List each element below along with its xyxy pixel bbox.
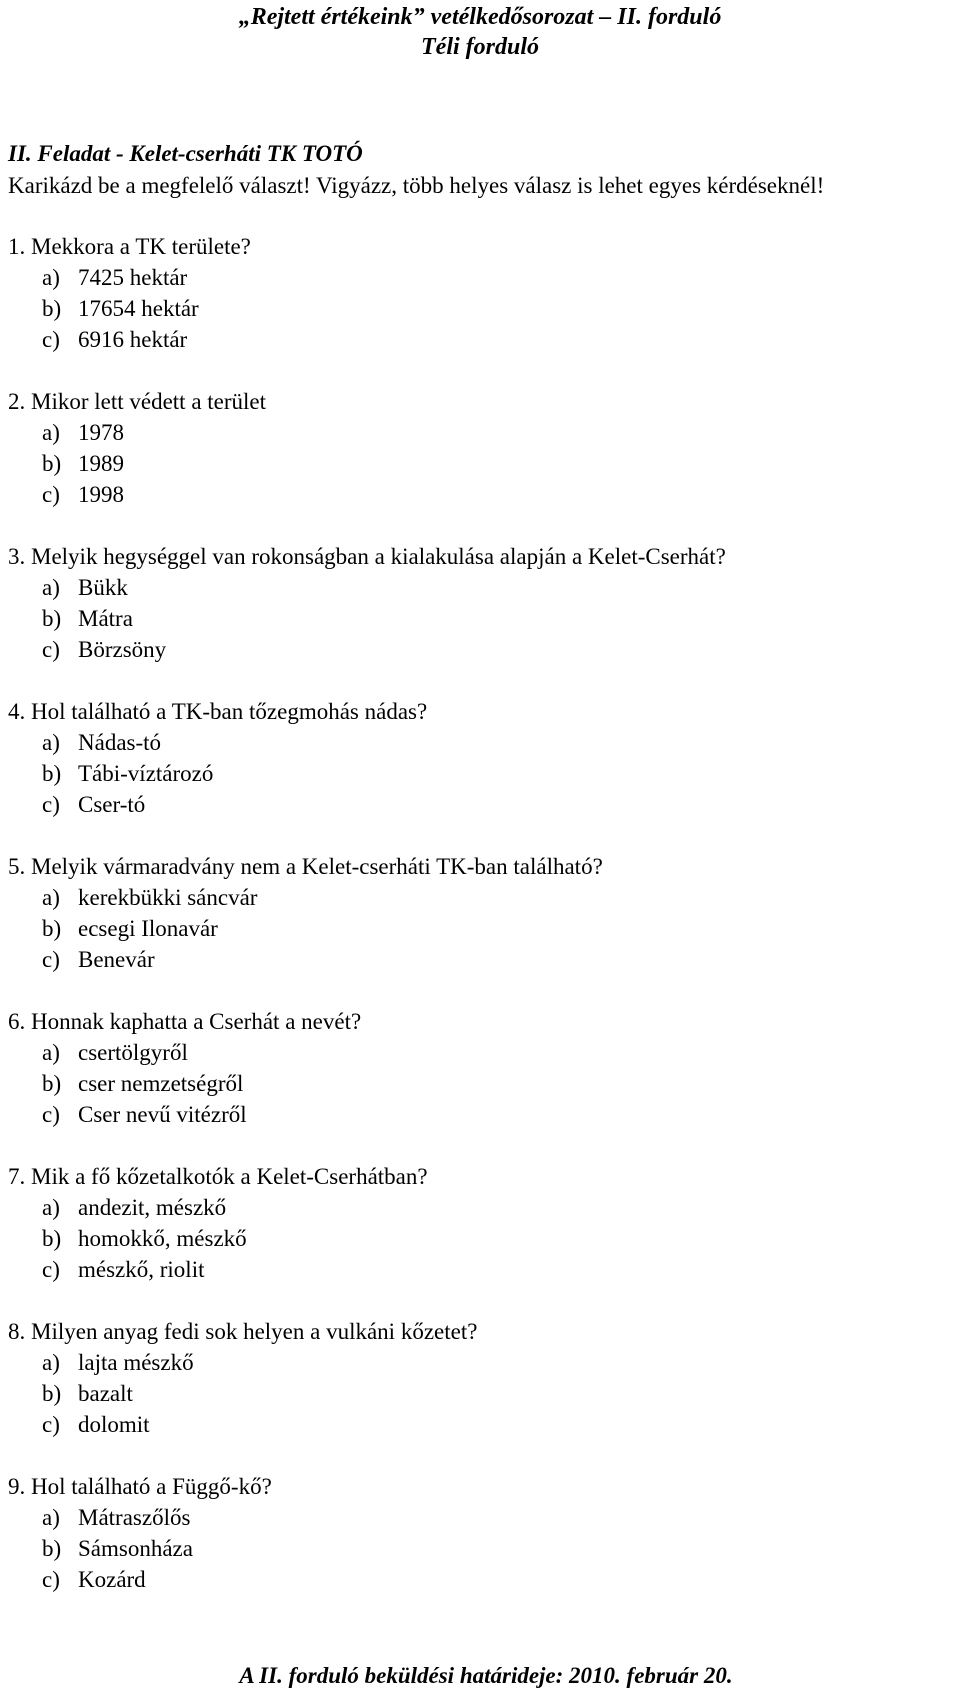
option-letter: a) [42, 885, 60, 910]
option-text: Cser nevű vitézről [78, 1102, 247, 1127]
quiz-question [8, 541, 948, 665]
question-text: 5. Melyik vármaradvány nem a Kelet-cserháti TK-ban található? [8, 854, 603, 879]
answer-option[interactable] [8, 1223, 948, 1254]
option-letter: a) [42, 420, 60, 445]
answer-option[interactable] [8, 1099, 948, 1130]
answer-option[interactable] [8, 417, 948, 448]
quiz-question [8, 1471, 948, 1595]
option-letter: c) [42, 1567, 60, 1592]
option-letter: b) [42, 1071, 62, 1096]
quiz-question [8, 231, 948, 355]
option-text: Börzsöny [78, 637, 167, 662]
quiz-question [8, 1316, 948, 1440]
option-letter: b) [42, 1381, 62, 1406]
answer-option[interactable] [8, 789, 948, 820]
answer-option[interactable] [8, 293, 948, 324]
option-text: csertölgyről [78, 1040, 188, 1065]
quiz-question [8, 1006, 948, 1130]
option-letter: b) [42, 451, 62, 476]
answer-option[interactable] [8, 479, 948, 510]
option-letter: a) [42, 1195, 60, 1220]
answer-option[interactable] [8, 727, 948, 758]
answer-option[interactable] [8, 603, 948, 634]
option-text: lajta mészkő [78, 1350, 194, 1375]
option-letter: c) [42, 792, 60, 817]
option-letter: c) [42, 327, 60, 352]
option-text: Mátraszőlős [78, 1505, 191, 1530]
answer-option[interactable] [8, 758, 948, 789]
option-text: 1978 [78, 420, 124, 445]
option-text: 17654 hektár [78, 296, 199, 321]
option-text: Bükk [78, 575, 128, 600]
option-text: Cser-tó [78, 792, 146, 817]
option-letter: a) [42, 1040, 60, 1065]
option-text: ecsegi Ilonavár [78, 916, 218, 941]
answer-option[interactable] [8, 324, 948, 355]
deadline-footer: A II. forduló beküldési határideje: 2010. február 20. [239, 1663, 733, 1688]
option-text: Kozárd [78, 1567, 146, 1592]
option-letter: b) [42, 296, 62, 321]
task-instruction: Karikázd be a megfelelő választ! Vigyázz, több helyes válasz is lehet egyes kérdéseknél! [8, 173, 825, 198]
question-text: 9. Hol található a Függő-kő? [8, 1474, 272, 1499]
answer-option[interactable] [8, 262, 948, 293]
option-text: bazalt [78, 1381, 133, 1406]
option-letter: a) [42, 1505, 60, 1530]
quiz-question [8, 386, 948, 510]
option-text: Mátra [78, 606, 133, 631]
answer-option[interactable] [8, 634, 948, 665]
quiz-question [8, 851, 948, 975]
question-text: 6. Honnak kaphatta a Cserhát a nevét? [8, 1009, 362, 1034]
option-text: andezit, mészkő [78, 1195, 227, 1220]
option-text: cser nemzetségről [78, 1071, 244, 1096]
option-letter: a) [42, 730, 60, 755]
option-text: kerekbükki sáncvár [78, 885, 258, 910]
option-text: 7425 hektár [78, 265, 188, 290]
answer-option[interactable] [8, 1564, 948, 1595]
question-text: 1. Mekkora a TK területe? [8, 234, 251, 259]
option-text: Benevár [78, 947, 155, 972]
option-text: Tábi-víztározó [78, 761, 214, 786]
option-text: 1998 [78, 482, 124, 507]
answer-option[interactable] [8, 1068, 948, 1099]
option-text: Sámsonháza [78, 1536, 193, 1561]
option-letter: b) [42, 916, 62, 941]
option-letter: c) [42, 1102, 60, 1127]
option-letter: b) [42, 761, 62, 786]
option-text: 6916 hektár [78, 327, 188, 352]
option-text: homokkő, mészkő [78, 1226, 247, 1251]
answer-option[interactable] [8, 1037, 948, 1068]
question-text: 8. Milyen anyag fedi sok helyen a vulkáni kőzetet? [8, 1319, 478, 1344]
answer-option[interactable] [8, 448, 948, 479]
option-text: mészkő, riolit [78, 1257, 205, 1282]
answer-option[interactable] [8, 1409, 948, 1440]
answer-option[interactable] [8, 572, 948, 603]
question-text: 2. Mikor lett védett a terület [8, 389, 267, 414]
answer-option[interactable] [8, 1347, 948, 1378]
answer-option[interactable] [8, 1502, 948, 1533]
answer-option[interactable] [8, 913, 948, 944]
option-letter: c) [42, 637, 60, 662]
option-letter: a) [42, 265, 60, 290]
question-text: 3. Melyik hegységgel van rokonságban a kialakulása alapján a Kelet-Cserhát? [8, 544, 726, 569]
contest-title: „Rejtett értékeink” vetélkedősorozat – II. forduló [238, 4, 722, 30]
round-subtitle: Téli forduló [421, 34, 539, 60]
option-letter: c) [42, 482, 60, 507]
answer-option[interactable] [8, 1254, 948, 1285]
option-letter: c) [42, 1257, 60, 1282]
answer-option[interactable] [8, 1378, 948, 1409]
answer-option[interactable] [8, 944, 948, 975]
option-letter: a) [42, 575, 60, 600]
quiz-question [8, 1161, 948, 1285]
answer-option[interactable] [8, 1192, 948, 1223]
option-letter: c) [42, 1412, 60, 1437]
option-letter: b) [42, 1536, 62, 1561]
option-letter: c) [42, 947, 60, 972]
answer-option[interactable] [8, 1533, 948, 1564]
question-text: 4. Hol található a TK-ban tőzegmohás nádas? [8, 699, 428, 724]
task-title: II. Feladat - Kelet-cserháti TK TOTÓ [8, 141, 363, 166]
option-text: 1989 [78, 451, 124, 476]
option-letter: a) [42, 1350, 60, 1375]
question-text: 7. Mik a fő kőzetalkotók a Kelet-Cserhátban? [8, 1164, 428, 1189]
option-text: dolomit [78, 1412, 150, 1437]
question-list [8, 231, 948, 1626]
option-text: Nádas-tó [78, 730, 162, 755]
option-letter: b) [42, 606, 62, 631]
option-letter: b) [42, 1226, 62, 1251]
answer-option[interactable] [8, 882, 948, 913]
quiz-question [8, 696, 948, 820]
